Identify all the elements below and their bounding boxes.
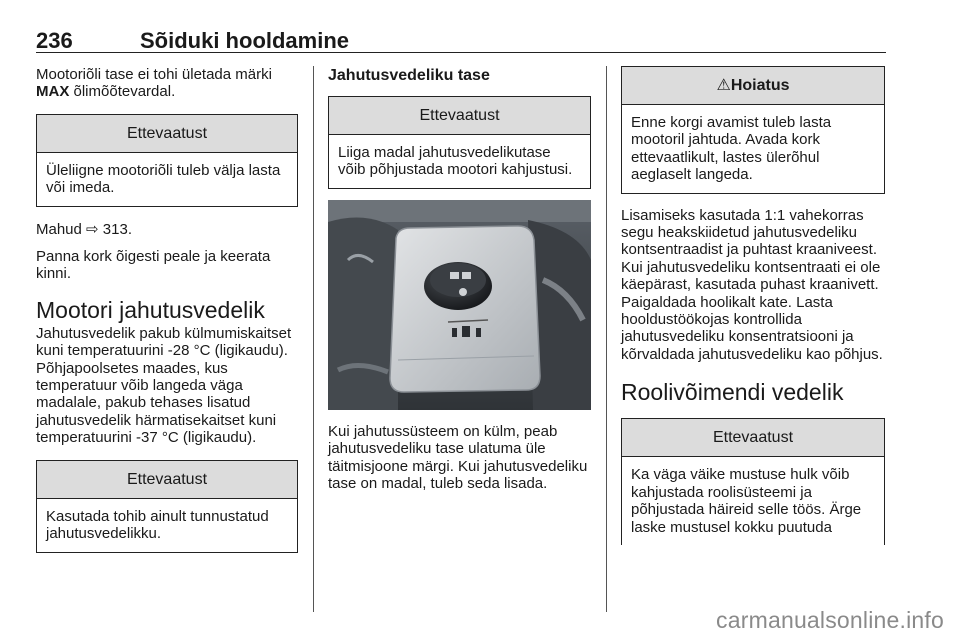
column-divider [606, 66, 607, 612]
caution-title: Ettevaatust [329, 97, 590, 135]
warning-box [621, 66, 885, 194]
mixing-paragraph: Lisamiseks kasutada 1:1 vahekorras segu heakskiidetud jahutusvedeliku kontsentraadist ja puhtast kraaniveest. Kui jahutusvedeliku kontsentraati ei ole käepärast, kasutada puhast kraanivett. Paigaldada hoolikalt kate. Lasta hooldustöökojas kontrollida jahutusvedeliku konsentratsiooni ja kõrvaldada jahutusvedeliku kao põhjus. [621, 206, 883, 363]
warning-title: ⚠Hoiatus [622, 67, 884, 105]
capacity-line: Mahud ⇨ 313. [36, 220, 132, 238]
caution-box [621, 418, 885, 545]
caution-text: Kasutada tohib ainult tunnustatud jahutusvedelikku. [46, 507, 269, 543]
max-label: MAX [36, 83, 70, 101]
caution-box [328, 96, 591, 189]
section-heading: Roolivõimendi vedelik [621, 379, 844, 406]
warning-triangle-icon: ⚠ [716, 77, 731, 94]
section-heading: Mootori jahutusvedelik [36, 296, 265, 323]
subsection-heading: Jahutusvedeliku tase [328, 67, 490, 84]
coolant-reservoir-illustration [328, 200, 591, 410]
page-header [36, 22, 886, 53]
caution-box [36, 460, 298, 553]
column-divider [313, 66, 314, 612]
warning-text: Enne korgi avamist tuleb lasta mootoril jahtuda. Avada kork ettevaatlikult, lastes ülerõhul aeglaselt langeda. [631, 114, 832, 184]
chapter-title: Sõiduki hooldamine [140, 28, 350, 53]
column-2 [328, 66, 591, 492]
caution-title: Ettevaatust [37, 115, 297, 153]
caution-title: Ettevaatust [622, 419, 884, 457]
caution-title: Ettevaatust [37, 461, 297, 499]
photo-caption: Kui jahutussüsteem on külm, peab jahutusvedeliku tase ulatuma üle täitmisjoone märgi. Kui jahutusvedeliku tase on madal, tuleb seda lisada. [328, 422, 588, 493]
caution-text: Üleliigne mootoriõli tuleb välja lasta või imeda. [46, 161, 281, 197]
cap-instruction: Panna kork õigesti peale ja keerata kinni. [36, 248, 271, 283]
column-1 [36, 66, 298, 553]
caution-text: Ka väga väike mustuse hulk võib kahjustada roolisüsteemi ja põhjustada häireid selle töös. Ärge laske mustusel kokku puutuda [631, 466, 862, 536]
coolant-reservoir-photo [328, 200, 591, 410]
capacity-ref[interactable]: 313. [102, 220, 132, 238]
watermark: carmanualsonline.info [716, 607, 944, 633]
intro-paragraph: Mootoriõli tase ei tohi ületada märki MAX õlimõõtevardal. [36, 66, 272, 101]
page-ref-icon: ⇨ [86, 220, 99, 238]
caution-text: Liiga madal jahutusvedelikutase võib põhjustada mootori kahjustusi. [338, 144, 573, 179]
page-number: 236 [36, 28, 73, 53]
caution-box [36, 114, 298, 207]
coolant-paragraph: Jahutusvedelik pakub külmumiskaitset kuni temperatuurini -28 °C (ligikaudu). Põhjapoolsetes maades, kus temperatuur võib langeda väga madalale, pakub tehases lisatud jahutusvedelik härmatisekaitset kuni temperatuurini -37 °C (ligikaudu). [36, 324, 292, 447]
column-3 [621, 66, 885, 545]
